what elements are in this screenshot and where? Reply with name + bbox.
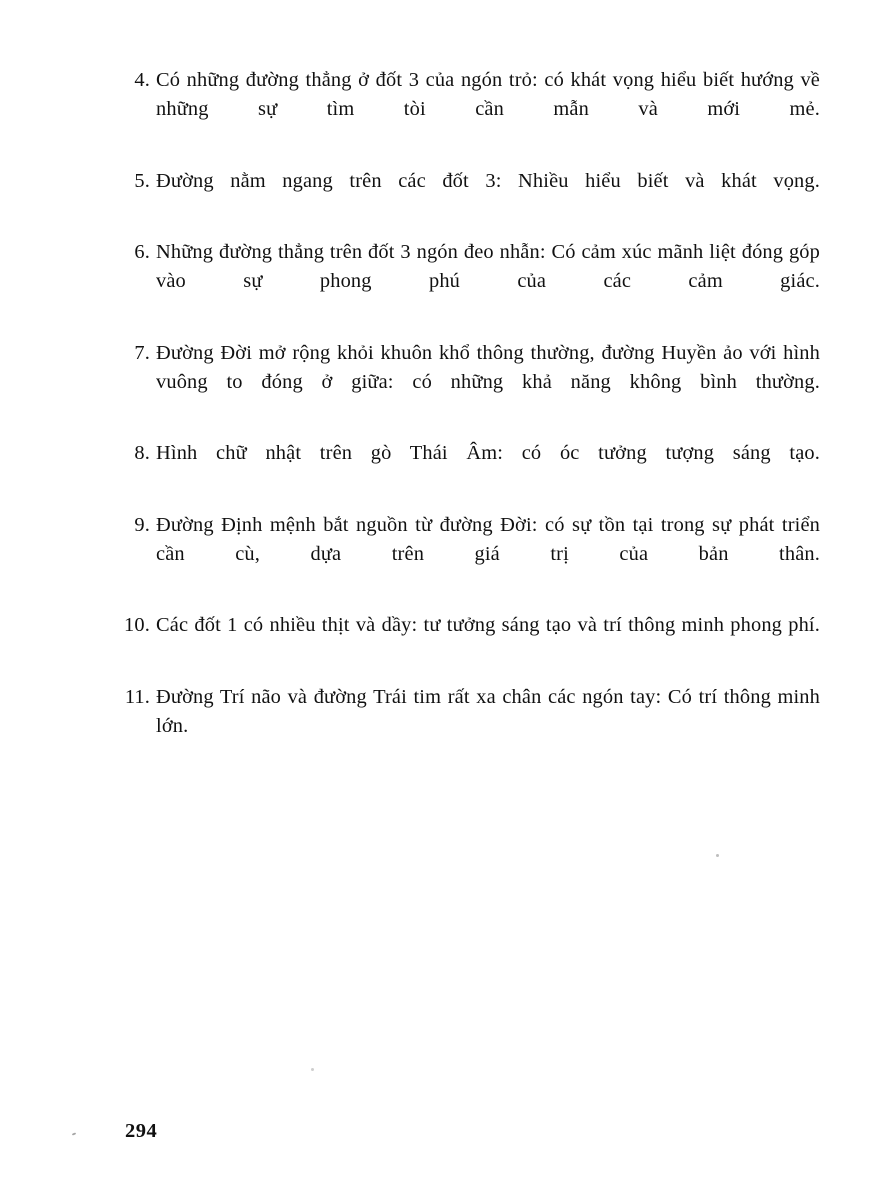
scan-speck <box>72 1132 76 1135</box>
list-item <box>120 439 820 497</box>
list-item <box>120 339 820 427</box>
list-item-text: Đường Đời mở rộng khỏi khuôn khổ thông thường, đường Huyền ảo với hình vuông to đóng ở giữa: có những khả năng không bình thường. <box>156 341 820 393</box>
scan-speck <box>716 854 719 857</box>
scan-speck <box>311 1068 314 1071</box>
list-item-number: 7. <box>134 341 150 364</box>
list-item <box>120 167 820 225</box>
list-item <box>120 683 820 771</box>
list-item-number: 8. <box>134 442 150 465</box>
list-item-number: 4. <box>134 69 150 91</box>
list-item-number: 10. <box>124 614 150 637</box>
list-item-number: 11. <box>124 685 150 708</box>
list-item <box>120 611 820 669</box>
numbered-list <box>120 66 820 770</box>
page-text-block <box>120 66 820 770</box>
list-item-number: 6. <box>134 241 150 264</box>
list-item <box>120 66 820 154</box>
list-item <box>120 238 820 326</box>
page-number: 294 <box>125 1120 158 1142</box>
list-item-text: Đường Trí não và đường Trái tim rất xa chân các ngón tay: Có trí thông minh lớn. <box>156 685 820 737</box>
list-item-text: Đường Định mệnh bắt nguồn từ đường Đời: có sự tồn tại trong sự phát triển cần cù, dựa trên giá trị của bản thân. <box>156 513 820 565</box>
list-item-text: Những đường thẳng trên đốt 3 ngón đeo nhẫn: Có cảm xúc mãnh liệt đóng góp vào sự phong phú của các cảm giác. <box>156 241 820 293</box>
list-item <box>120 511 820 599</box>
list-item-text: Có những đường thẳng ở đốt 3 của ngón trỏ: có khát vọng hiểu biết hướng về những sự tìm tòi cần mẫn và mới mẻ. <box>156 69 820 121</box>
list-item-text: Các đốt 1 có nhiều thịt và dầy: tư tưởng sáng tạo và trí thông minh phong phí. <box>156 614 820 637</box>
list-item-number: 9. <box>134 513 150 536</box>
list-item-text: Đường nằm ngang trên các đốt 3: Nhiều hiểu biết và khát vọng. <box>156 169 820 192</box>
list-item-text: Hình chữ nhật trên gò Thái Âm: có óc tưởng tượng sáng tạo. <box>156 442 820 465</box>
list-item-number: 5. <box>134 169 150 192</box>
